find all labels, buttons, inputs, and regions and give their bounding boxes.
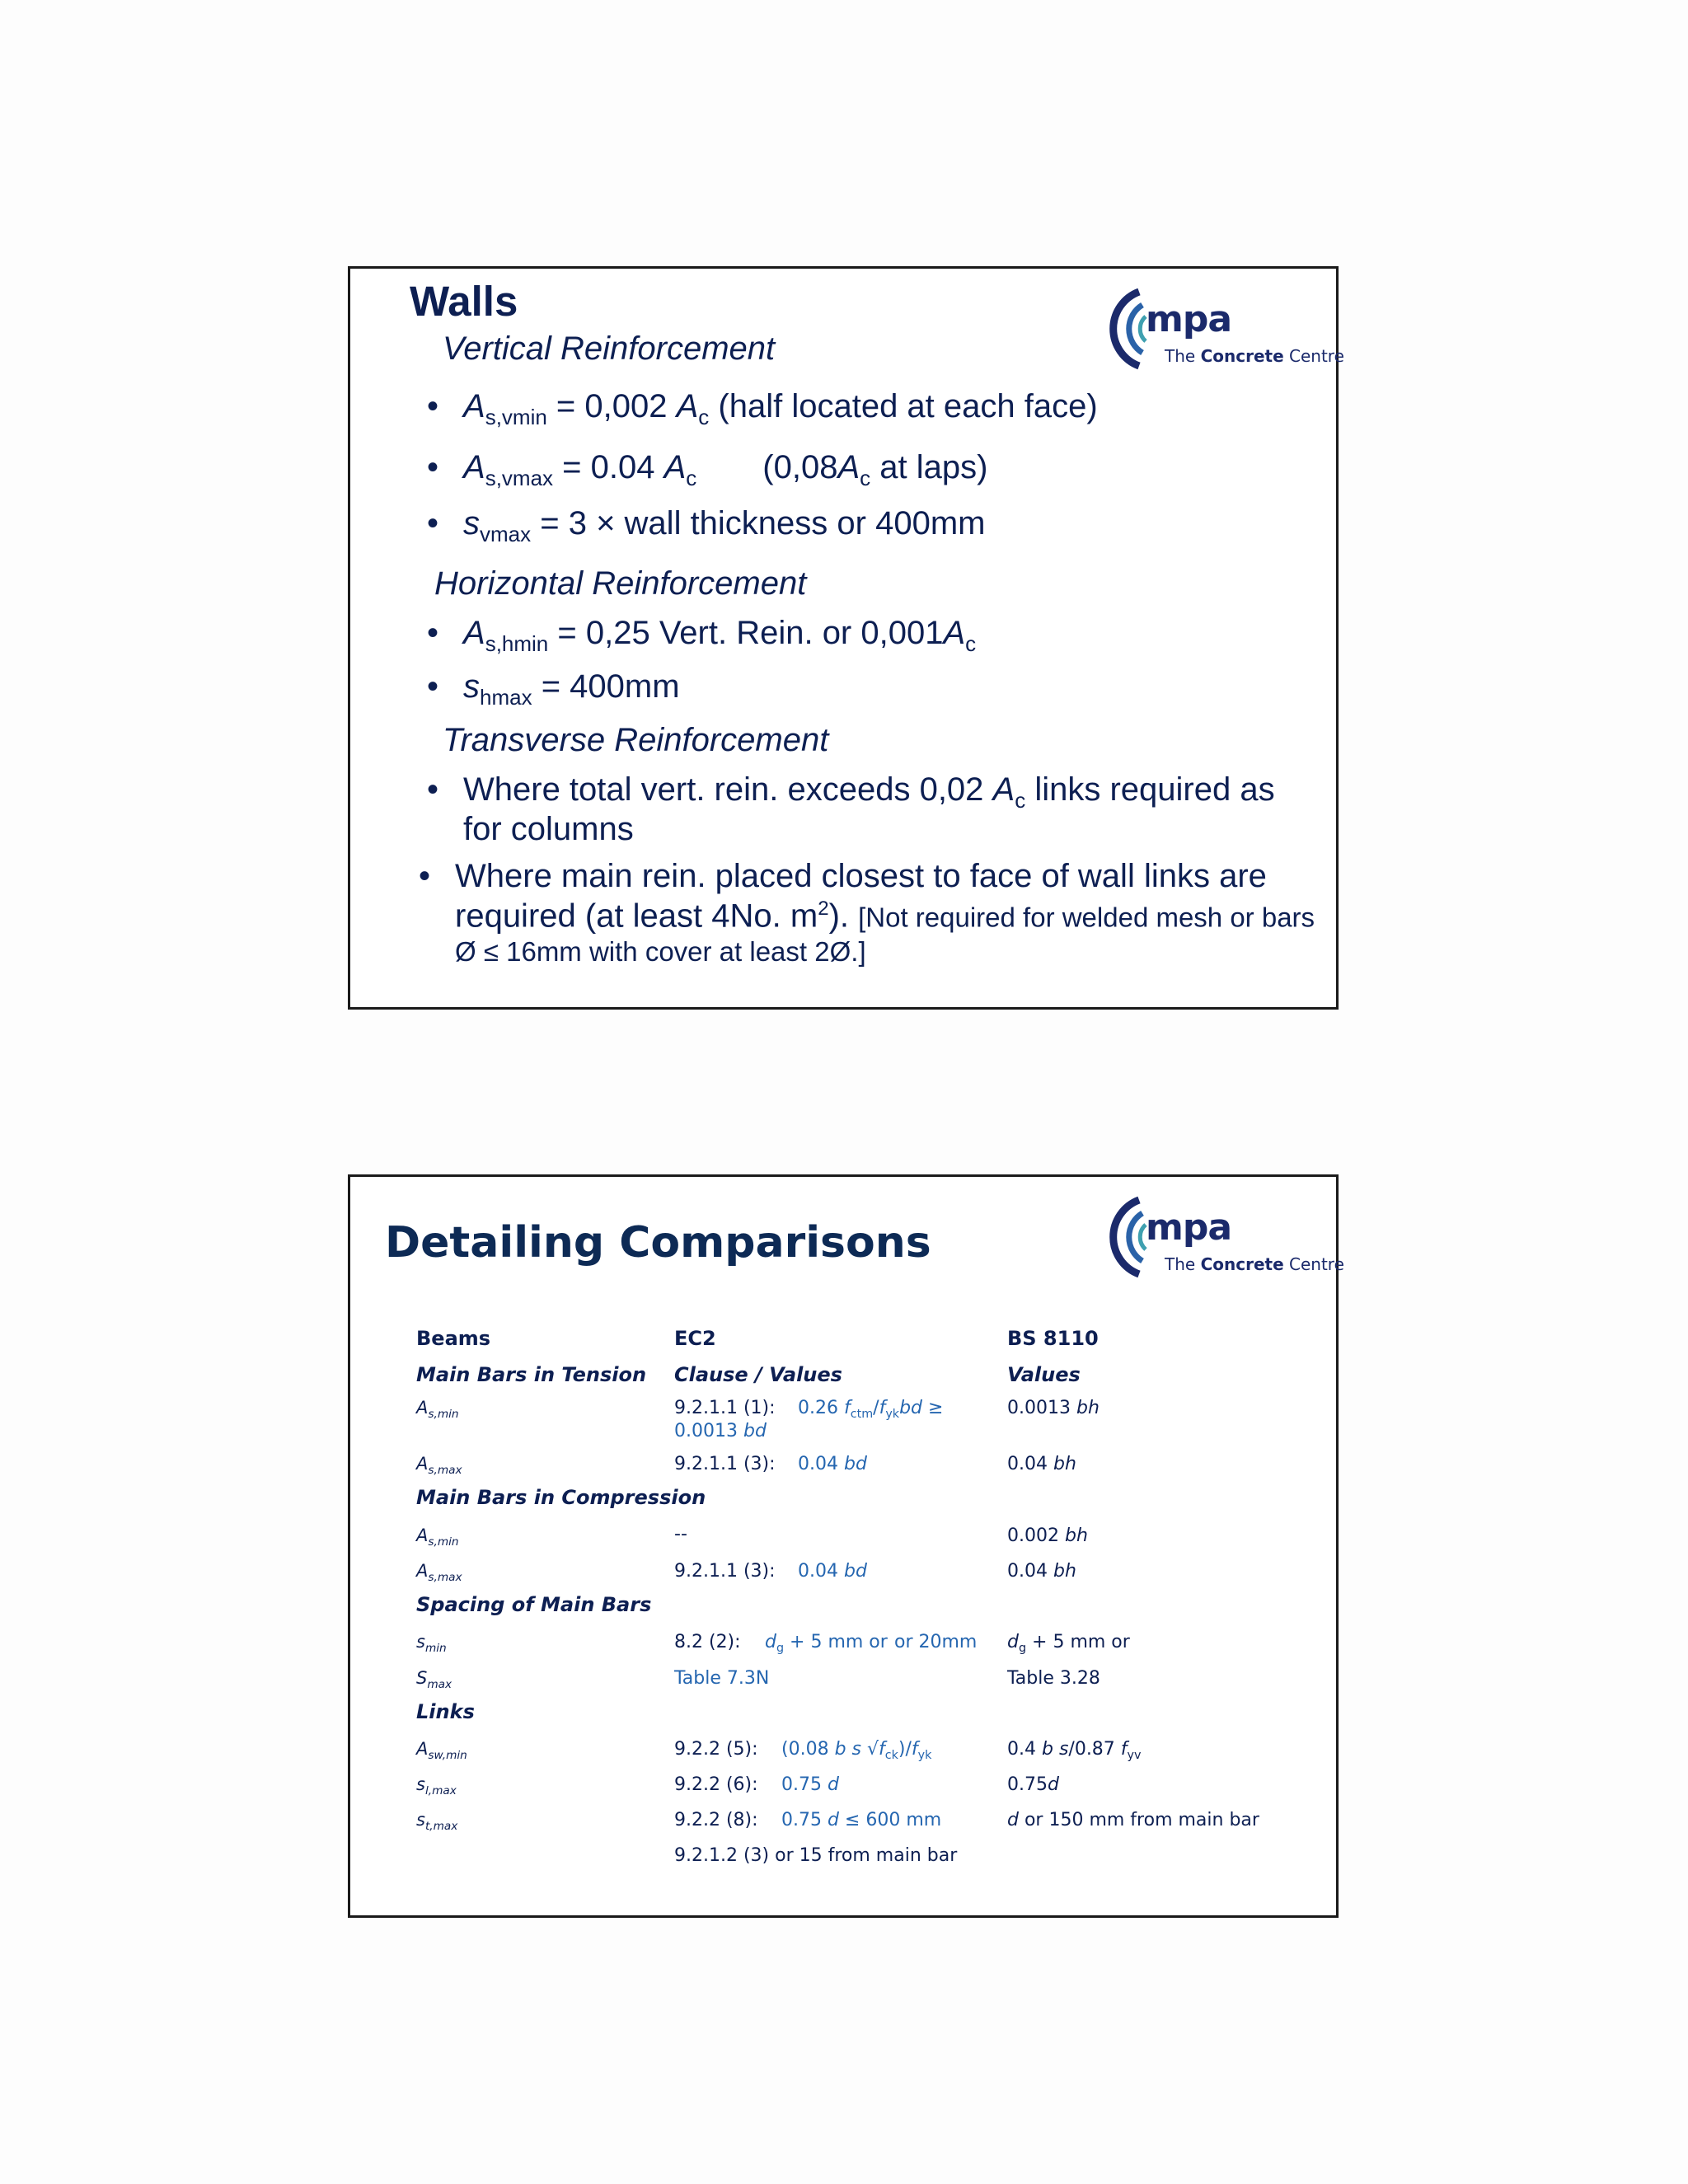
row-ec2-value: 0.75 d ≤ 600 mm [781, 1810, 942, 1830]
logo-tagline: The Concrete Centre [1165, 1254, 1344, 1274]
bullet-s-vmax: • $s_{vmax} = 3$ × wall thickness or 400mm [427, 505, 986, 547]
slide-title: Detailing Comparisons [385, 1218, 931, 1268]
row-ec2-value: 0.04 bd [798, 1561, 867, 1582]
mpa-arc-icon [1088, 287, 1154, 373]
row-symbol: $A_{sw,min}$ [416, 1739, 467, 1762]
slide-title: Walls [410, 278, 518, 325]
row-symbol: $A_{s,min}$ [416, 1526, 459, 1549]
row-clause: 9.2.1.1 (3): [674, 1561, 776, 1582]
row-clause: 8.2 (2): [674, 1632, 741, 1652]
header-ec2: EC2 [674, 1327, 716, 1350]
slide-walls [348, 266, 1344, 1010]
row-symbol: $A_{s,max}$ [416, 1454, 462, 1477]
mpa-logo [1088, 1195, 1344, 1286]
row-symbol: $A_{s,max}$ [416, 1561, 462, 1584]
logo-mpa-text: mpa [1146, 298, 1232, 340]
bullet-as-vmin: • $A_{s,vmin} = 0,002$ $A_c$ (half located at each face) [427, 388, 1098, 430]
row-clause: 9.2.2 (5): [674, 1739, 758, 1760]
row-ec2-value: Table 7.3N [674, 1668, 770, 1689]
row-bs-value: 0.4 b s/0.87 $f_{yv}$ [1007, 1739, 1142, 1762]
row-bs-value: Table 3.28 [1007, 1668, 1100, 1689]
row-ec2-value-alt: or 20mm [894, 1632, 978, 1652]
bullet-transverse-1: • Where total vert. rein. exceeds 0,02 $A_c$ links required as [427, 771, 1275, 813]
row-symbol: $s_{min}$ [416, 1632, 447, 1655]
row-bs-value: 0.04 bh [1007, 1454, 1076, 1474]
bullet-as-hmin: • $A_{s,hmin} = 0,25$ Vert. Rein. or $0,001A_c$ [427, 615, 977, 657]
bullet-transverse-2-line3: Ø ≤ 16mm with cover at least 2Ø.] [455, 936, 866, 967]
heading-horizontal: Horizontal Reinforcement [434, 565, 807, 602]
row-symbol: $s_{t,max}$ [416, 1810, 458, 1833]
section-links: Links [416, 1700, 475, 1723]
row-ec2-value: 0.26 $f_{ctm}/f_{yk}bd$ ≥ [798, 1398, 944, 1421]
bullet-transverse-1-line2: for columns [463, 811, 634, 847]
subheader-values: Values [1007, 1363, 1081, 1386]
heading-transverse: Transverse Reinforcement [443, 722, 829, 758]
logo-mpa-text: mpa [1146, 1207, 1232, 1249]
row-ec2-value: 0.04 bd [798, 1454, 867, 1474]
mpa-logo [1088, 287, 1344, 377]
section-spacing-main-bars: Spacing of Main Bars [416, 1593, 652, 1616]
row-clause: 9.2.1.1 (3): [674, 1454, 776, 1474]
logo-tagline: The Concrete Centre [1165, 346, 1344, 366]
row-bs-value: 0.04 bh [1007, 1561, 1076, 1582]
bullet-s-hmax: • $s_{hmax} = 400mm$ [427, 668, 680, 710]
row-symbol: $A_{s,min}$ [416, 1398, 459, 1421]
header-bs8110: BS 8110 [1007, 1327, 1099, 1350]
subheader-clause-values: Clause / Values [674, 1363, 842, 1386]
row-clause: 9.2.1.1 (1): [674, 1398, 776, 1418]
row-clause: 9.2.2 (8): [674, 1810, 758, 1830]
row-ec2-value: (0.08 b s $√f_{ck})/f_{yk}$ [781, 1739, 932, 1762]
section-main-bars-compression: Main Bars in Compression [416, 1486, 706, 1509]
bullet-transverse-2: • Where main rein. placed closest to face of wall links are [419, 858, 1267, 894]
row-ec2-value: $d_g + 5$ mm or [765, 1632, 888, 1655]
row-symbol: $S_{max}$ [416, 1668, 452, 1691]
row-bs-value: 0.002 bh [1007, 1526, 1088, 1546]
row-bs-value: $d_g + 5$ mm or [1007, 1632, 1130, 1655]
section-main-bars-tension: Main Bars in Tension [416, 1363, 647, 1386]
slide-detailing-comparisons [348, 1174, 1344, 1918]
mpa-arc-icon [1088, 1195, 1154, 1282]
row-clause: -- [674, 1524, 687, 1544]
row-bs-value: d or 150 mm from main bar [1007, 1810, 1259, 1830]
heading-vertical: Vertical Reinforcement [443, 330, 776, 367]
row-clause-extra: 9.2.1.2 (3) or 15 from main bar [674, 1845, 958, 1866]
row-bs-value: 0.75d [1007, 1774, 1059, 1795]
header-beams: Beams [416, 1327, 491, 1350]
row-ec2-value: 0.75 d [781, 1774, 839, 1795]
bullet-transverse-2-line2: required (at least 4No. $m^2$). [Not required for welded mesh or bars [455, 898, 1315, 935]
row-symbol: $s_{l,max}$ [416, 1774, 457, 1797]
row-ec2-value-line2: 0.0013 bd [674, 1421, 767, 1441]
row-bs-value: 0.0013 bh [1007, 1398, 1100, 1418]
bullet-as-vmax: • $A_{s,vmax} = 0.04$ $A_c$ ($0,08A_c$ at laps) [427, 449, 988, 491]
row-clause: 9.2.2 (6): [674, 1774, 758, 1795]
